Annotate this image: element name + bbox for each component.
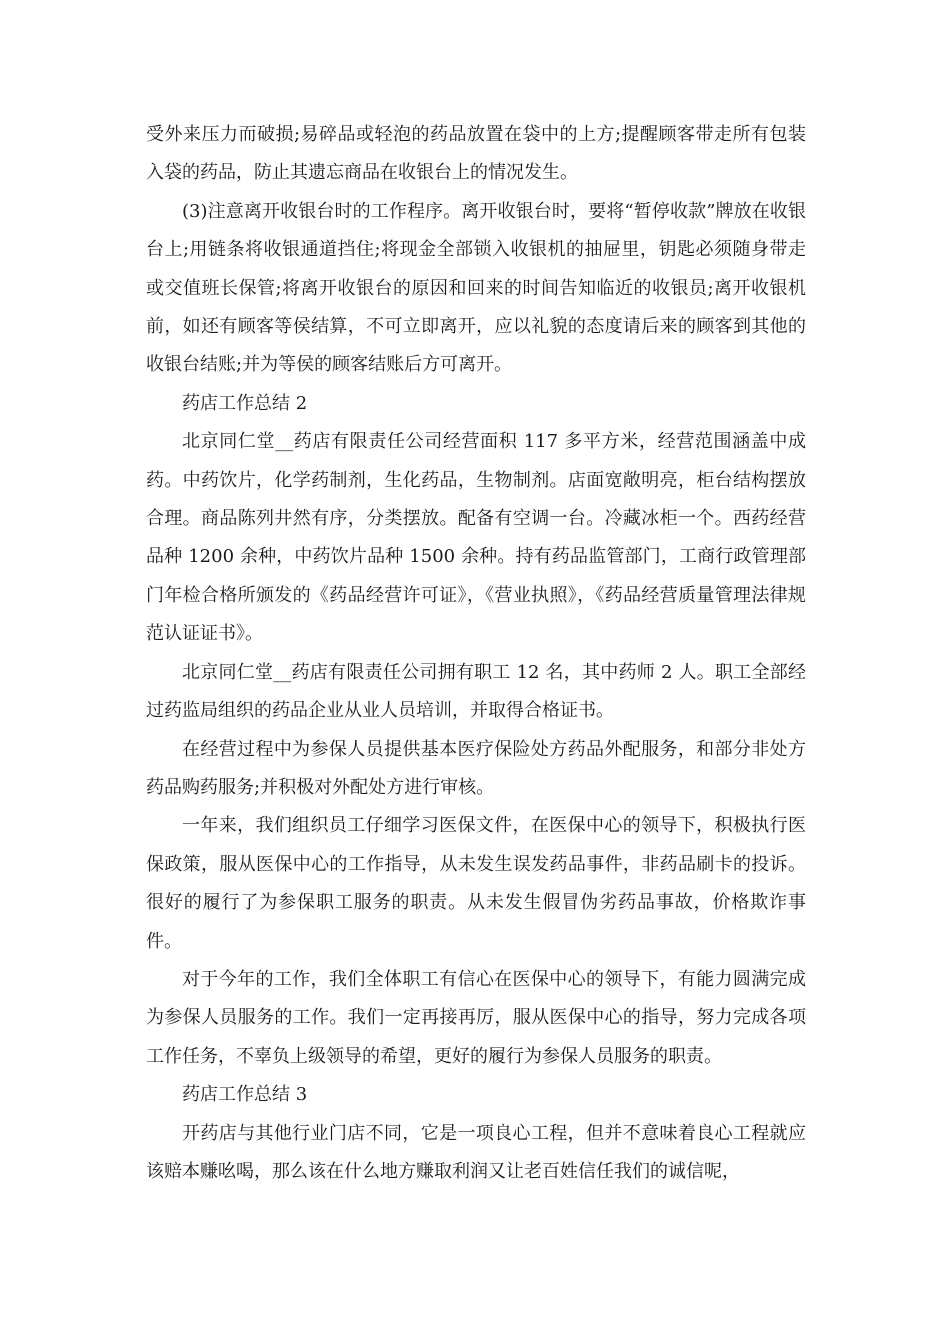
section-heading-2: 药店工作总结 2 — [182, 392, 308, 414]
paragraph-store-overview: 北京同仁堂__药店有限责任公司经营面积 117 多平方米，经营范围涵盖中成药。中药饮片，化学药制剂，生化药品，生物制剂。店面宽敞明亮，柜台结构摆放合理。商品陈列井然有序，分类摆放。配备有空调一台。冷藏冰柜一个。西药经营品种 1200 余种，中药饮片品种 1500 余种。持有药品监管部门，工商行政管理部门年检合格所颁发的《药品经营许可证》，《营业执照》，《药品经营质量管理法律规范认证证书》。 — [146, 431, 806, 645]
paragraph-staff: 北京同仁堂__药店有限责任公司拥有职工 12 名，其中药师 2 人。职工全部经过药监局组织的药品企业从业人员培训，并取得合格证书。 — [146, 661, 806, 722]
paragraph-outlook: 对于今年的工作，我们全体职工有信心在医保中心的领导下，有能力圆满完成为参保人员服务的工作。我们一定再接再厉，服从医保中心的指导，努力完成各项工作任务，不辜负上级领导的希望，更好的履行为参保人员服务的职责。 — [146, 968, 806, 1067]
paragraph-year-review: 一年来，我们组织员工仔细学习医保文件，在医保中心的领导下，积极执行医保政策，服从医保中心的工作指导，从未发生误发药品事件，非药品刷卡的投诉。很好的履行了为参保职工服务的职责。从未发生假冒伪劣药品事故，价格欺诈事件。 — [146, 815, 806, 952]
paragraph-conscience-project: 开药店与其他行业门店不同，它是一项良心工程，但并不意味着良心工程就应该赔本赚吆喝，那么该在什么地方赚取利润又让老百姓信任我们的诚信呢， — [146, 1122, 806, 1182]
paragraph-continuation: 受外来压力而破损;易碎品或轻泡的药品放置在袋中的上方;提醒顾客带走所有包装入袋的药品，防止其遗忘商品在收银台上的情况发生。 — [146, 124, 806, 184]
document-page — [146, 116, 806, 1191]
section-heading-3: 药店工作总结 3 — [182, 1084, 308, 1106]
paragraph-services: 在经营过程中为参保人员提供基本医疗保险处方药品外配服务，和部分非处方药品购药服务;并积极对外配处方进行审核。 — [146, 738, 806, 798]
paragraph-cashier-procedure: (3)注意离开收银台时的工作程序。离开收银台时，要将“暂停收款”牌放在收银台上;用链条将收银通道挡住;将现金全部锁入收银机的抽屉里，钥匙必须随身带走或交值班长保管;将离开收银台的原因和回来的时间告知临近的收银员;离开收银机前，如还有顾客等侯结算，不可立即离开，应以礼貌的态度请后来的顾客到其他的收银台结账;并为等侯的顾客结账后方可离开。 — [146, 200, 806, 376]
